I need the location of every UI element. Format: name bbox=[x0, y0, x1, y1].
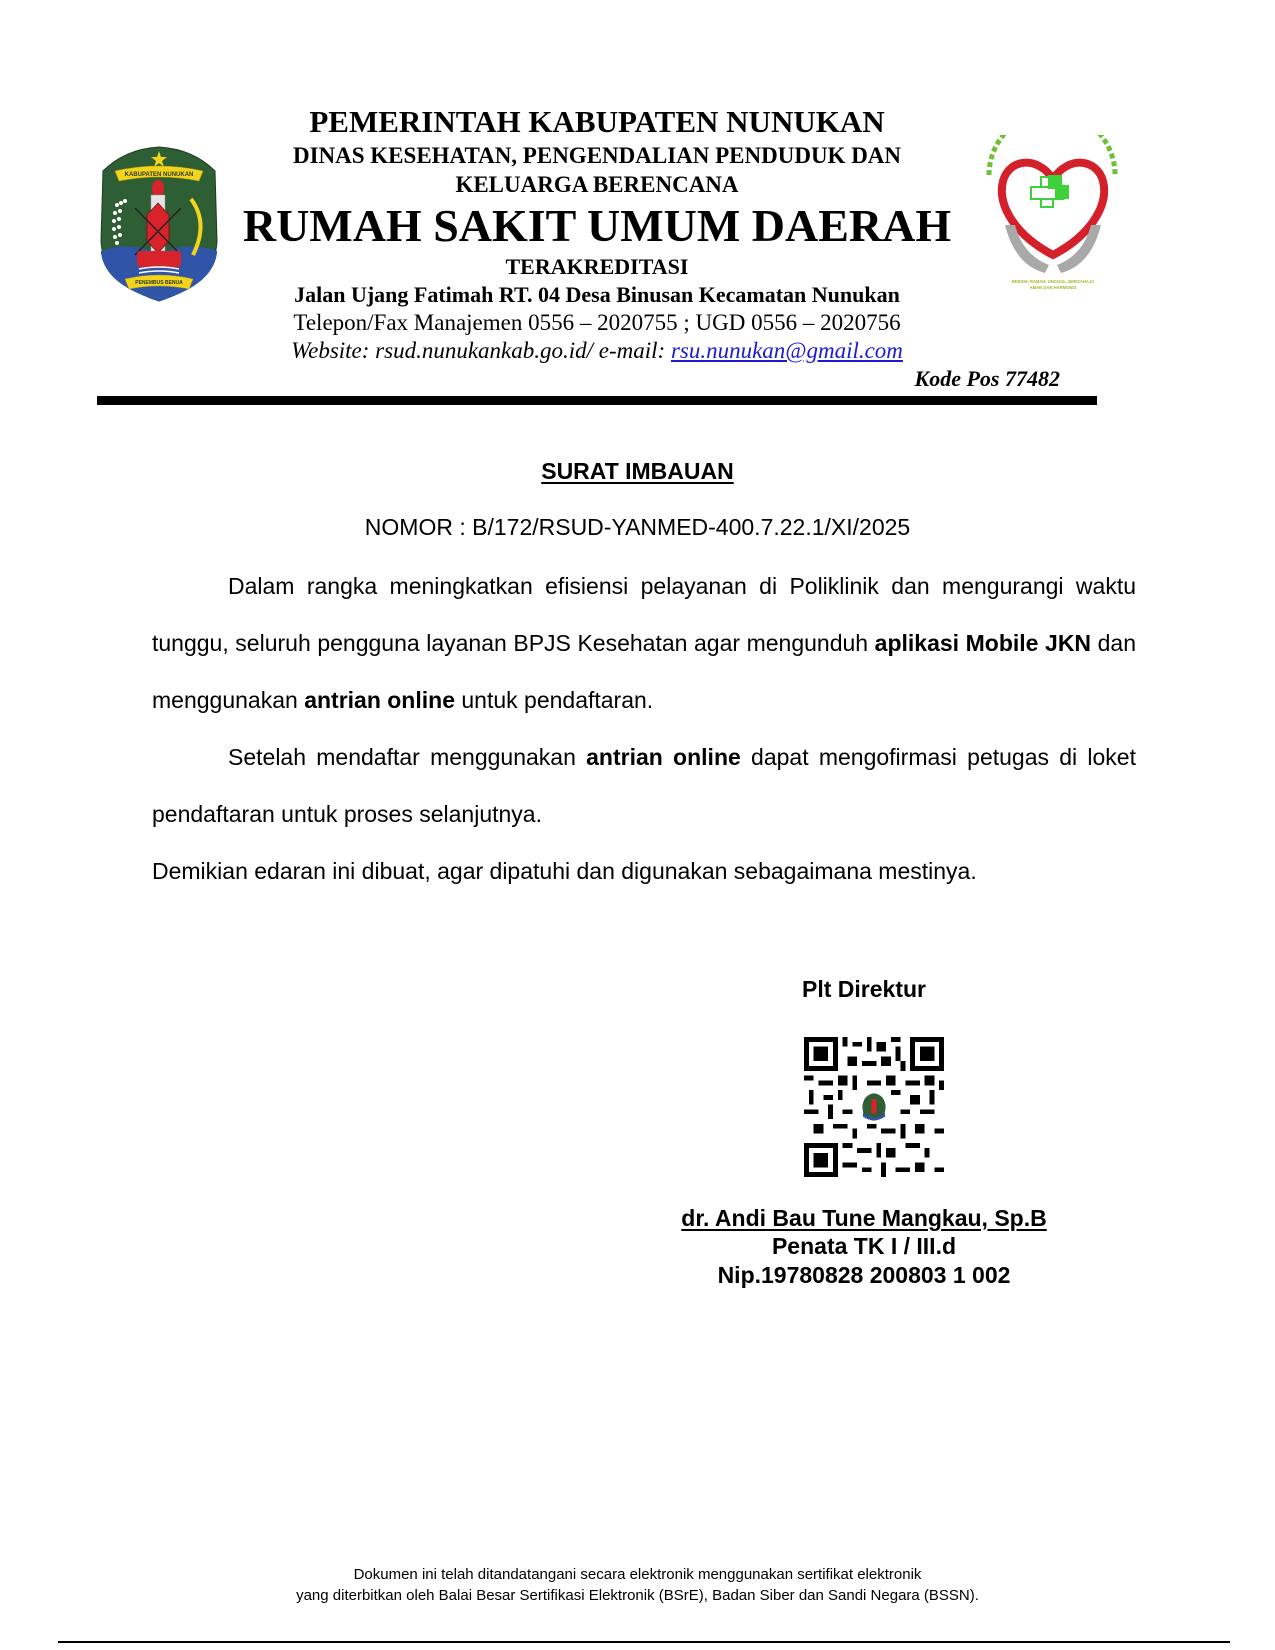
body-paragraph-1: Dalam rangka meningkatkan efisiensi pelayanan di Poliklinik dan mengurangi waktu tunggu, seluruh pengguna layanan BPJS Kesehatan agar mengunduh aplikasi Mobile JKN dan menggunakan antrian online untuk pendaftaran. bbox=[152, 573, 1136, 713]
svg-text:KABUPATEN NUNUKAN: KABUPATEN NUNUKAN bbox=[124, 172, 194, 178]
bold-antrian-online: antrian online bbox=[586, 744, 741, 770]
svg-text:BERSIH, RAMAH, UNGGUL, BERSAHA: BERSIH, RAMAH, UNGGUL, BERSAHAJA bbox=[1011, 279, 1095, 284]
accreditation-label: TERAKREDITASI bbox=[505, 254, 689, 279]
body-paragraph-2: Setelah mendaftar menggunakan antrian online dapat mengofirmasi petugas di loket pendaftaran untuk proses selanjutnya. bbox=[152, 744, 1136, 827]
footer-divider bbox=[58, 1641, 1230, 1643]
signatory-rank: Penata TK I / III.d bbox=[771, 1233, 957, 1259]
address: Jalan Ujang Fatimah RT. 04 Desa Binusan Kecamatan Nunukan bbox=[294, 282, 900, 307]
hospital-name: RUMAH SAKIT UMUM DAERAH bbox=[242, 200, 952, 251]
bold-mobile-jkn: aplikasi Mobile JKN bbox=[874, 630, 1092, 656]
document-title: SURAT IMBAUAN bbox=[541, 458, 734, 484]
government-title: PEMERINTAH KABUPATEN NUNUKAN bbox=[309, 104, 885, 139]
department-title-line2: KELUARGA BERENCANA bbox=[455, 172, 739, 197]
e-signature-notice-line1: Dokumen ini telah ditandatangani secara elektronik menggunakan sertifikat elektronik bbox=[353, 1566, 922, 1583]
signatory-nip: Nip.19780828 200803 1 002 bbox=[717, 1262, 1011, 1288]
department-title-line1: DINAS KESEHATAN, PENGENDALIAN PENDUDUK DAN bbox=[292, 143, 902, 168]
bold-antrian-online: antrian online bbox=[304, 687, 455, 713]
qr-code-icon bbox=[802, 1037, 946, 1177]
phone-numbers: Telepon/Fax Manajemen 0556 – 2020755 ; UGD 0556 – 2020756 bbox=[293, 310, 901, 335]
svg-text:AMAN DAN HARMONIS: AMAN DAN HARMONIS bbox=[1029, 285, 1077, 290]
svg-text:PENEMBUS BENUA: PENEMBUS BENUA bbox=[135, 280, 183, 286]
website-email-line bbox=[97, 338, 1097, 364]
website-text: Website: rsud.nunukankab.go.id/ e-mail: bbox=[291, 338, 671, 363]
document-number: NOMOR : B/172/RSUD-YANMED-400.7.22.1/XI/2025 bbox=[364, 514, 911, 540]
letterhead-divider bbox=[97, 396, 1097, 405]
signatory-name: dr. Andi Bau Tune Mangkau, Sp.B bbox=[681, 1205, 1047, 1231]
postal-code: Kode Pos 77482 bbox=[914, 366, 1060, 391]
signatory-title: Plt Direktur bbox=[802, 976, 926, 1002]
email-link[interactable]: rsu.nunukan@gmail.com bbox=[670, 338, 903, 363]
closing-paragraph: Demikian edaran ini dibuat, agar dipatuhi dan digunakan sebagaimana mestinya. bbox=[152, 858, 977, 884]
e-signature-notice-line2: yang diterbitkan oleh Balai Besar Sertifikasi Elektronik (BSrE), Badan Siber dan Sandi Negara (BSSN). bbox=[296, 1587, 979, 1604]
